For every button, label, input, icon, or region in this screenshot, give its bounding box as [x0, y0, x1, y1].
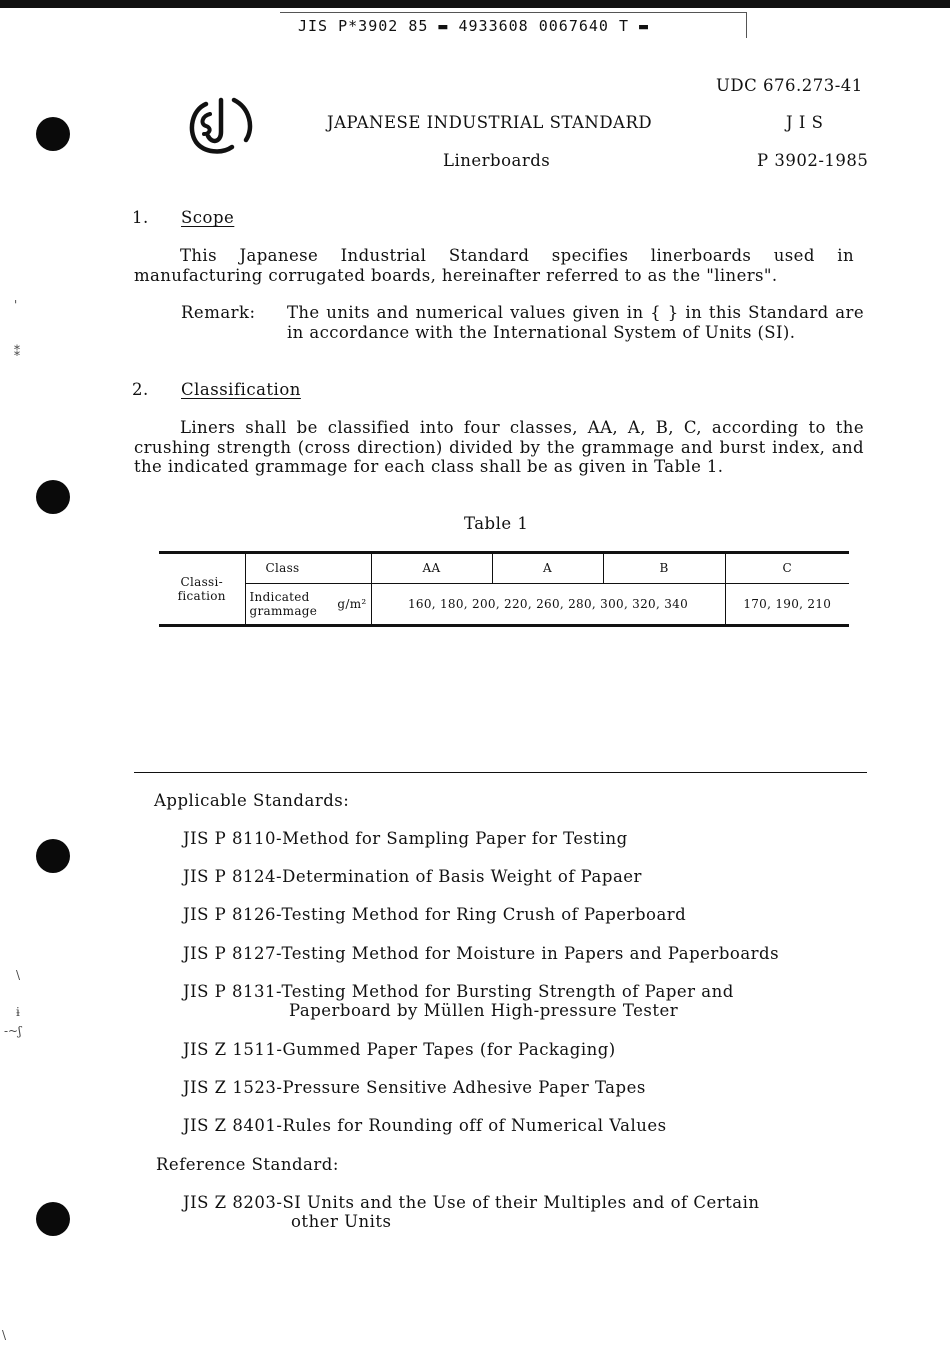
applicable-item: JIS Z 1523-Pressure Sensitive Adhesive Paper Tapes [183, 1078, 646, 1097]
class-aa: AA [371, 554, 492, 583]
margin-speck: \ [16, 968, 21, 982]
scope-paragraph: This Japanese Industrial Standard specifies linerboards used in manufacturing corrugated boards, hereinafter referred to as the "liners". [134, 246, 854, 285]
punch-hole [36, 1202, 70, 1236]
grammage-c: 170, 190, 210 [725, 583, 849, 624]
remark-label: Remark: [181, 303, 256, 322]
class-b: B [603, 554, 725, 583]
punch-hole [36, 117, 70, 151]
header-tick [746, 12, 747, 38]
class-c: C [725, 554, 849, 583]
reference-item: JIS Z 8203-SI Units and the Use of their Multiples and of Certain [183, 1193, 760, 1212]
punch-hole [36, 480, 70, 514]
margin-speck: \ [2, 1328, 7, 1342]
applicable-item: JIS P 8126-Testing Method for Ring Crush of Paperboard [183, 905, 687, 924]
margin-speck: ' [14, 298, 18, 312]
applicable-item-continuation: Paperboard by Müllen High-pressure Tester [289, 1001, 679, 1020]
section-heading-scope: Scope [181, 208, 235, 227]
jis-logo-icon [186, 92, 256, 158]
document-title: Linerboards [443, 151, 551, 170]
margin-speck: ɨ [16, 1005, 20, 1019]
section-number: 2. [132, 380, 149, 399]
applicable-heading: Applicable Standards: [154, 791, 350, 810]
footnote-rule [134, 772, 867, 773]
margin-speck: ⁑ [14, 345, 20, 359]
organization-title: JAPANESE INDUSTRIAL STANDARD [327, 113, 653, 132]
applicable-item: JIS P 8110-Method for Sampling Paper for Testing [183, 829, 628, 848]
margin-speck: -~ʃ [4, 1024, 22, 1038]
standard-number: P 3902-1985 [757, 151, 869, 170]
remark-text: The units and numerical values given in { } in this Standard are in accordance with the International System of Units (SI). [287, 303, 864, 342]
section-number: 1. [132, 208, 149, 227]
classification-paragraph: Liners shall be classified into four classes, AA, A, B, C, according to the crushing strength (cross direction) divided by the grammage and burst index, and the indicated grammage for each class shall be as given in Table 1. [134, 418, 864, 476]
grammage-label-cell [245, 583, 371, 624]
class-a: A [492, 554, 603, 583]
applicable-item: JIS P 8124-Determination of Basis Weight of Papaer [183, 867, 642, 886]
reference-heading: Reference Standard: [156, 1155, 339, 1174]
jis-mark: J I S [786, 113, 824, 132]
table-caption: Table 1 [464, 514, 529, 533]
header-code-line: JIS P*3902 85 ▬ 4933608 0067640 T ▬ [298, 17, 650, 35]
punch-hole [36, 839, 70, 873]
applicable-item: JIS P 8131-Testing Method for Bursting Strength of Paper and [183, 982, 734, 1001]
header-rule [280, 12, 746, 13]
classification-table [159, 551, 849, 627]
udc-number: UDC 676.273-41 [716, 76, 863, 95]
grammage-aa-a-b: 160, 180, 200, 220, 260, 280, 300, 320, 340 [371, 583, 725, 624]
applicable-item: JIS P 8127-Testing Method for Moisture in Papers and Paperboards [183, 944, 780, 963]
applicable-item: JIS Z 8401-Rules for Rounding off of Numerical Values [183, 1116, 667, 1135]
applicable-item: JIS Z 1511-Gummed Paper Tapes (for Packaging) [183, 1040, 616, 1059]
scan-top-bar [0, 0, 950, 8]
grammage-unit: g/m² [337, 596, 367, 611]
reference-item-continuation: other Units [291, 1212, 392, 1231]
grammage-label: Indicated grammage [249, 589, 318, 618]
class-label: Class [245, 554, 371, 583]
row-header-classification: Classi- fication [159, 554, 245, 624]
section-heading-classification: Classification [181, 380, 301, 399]
